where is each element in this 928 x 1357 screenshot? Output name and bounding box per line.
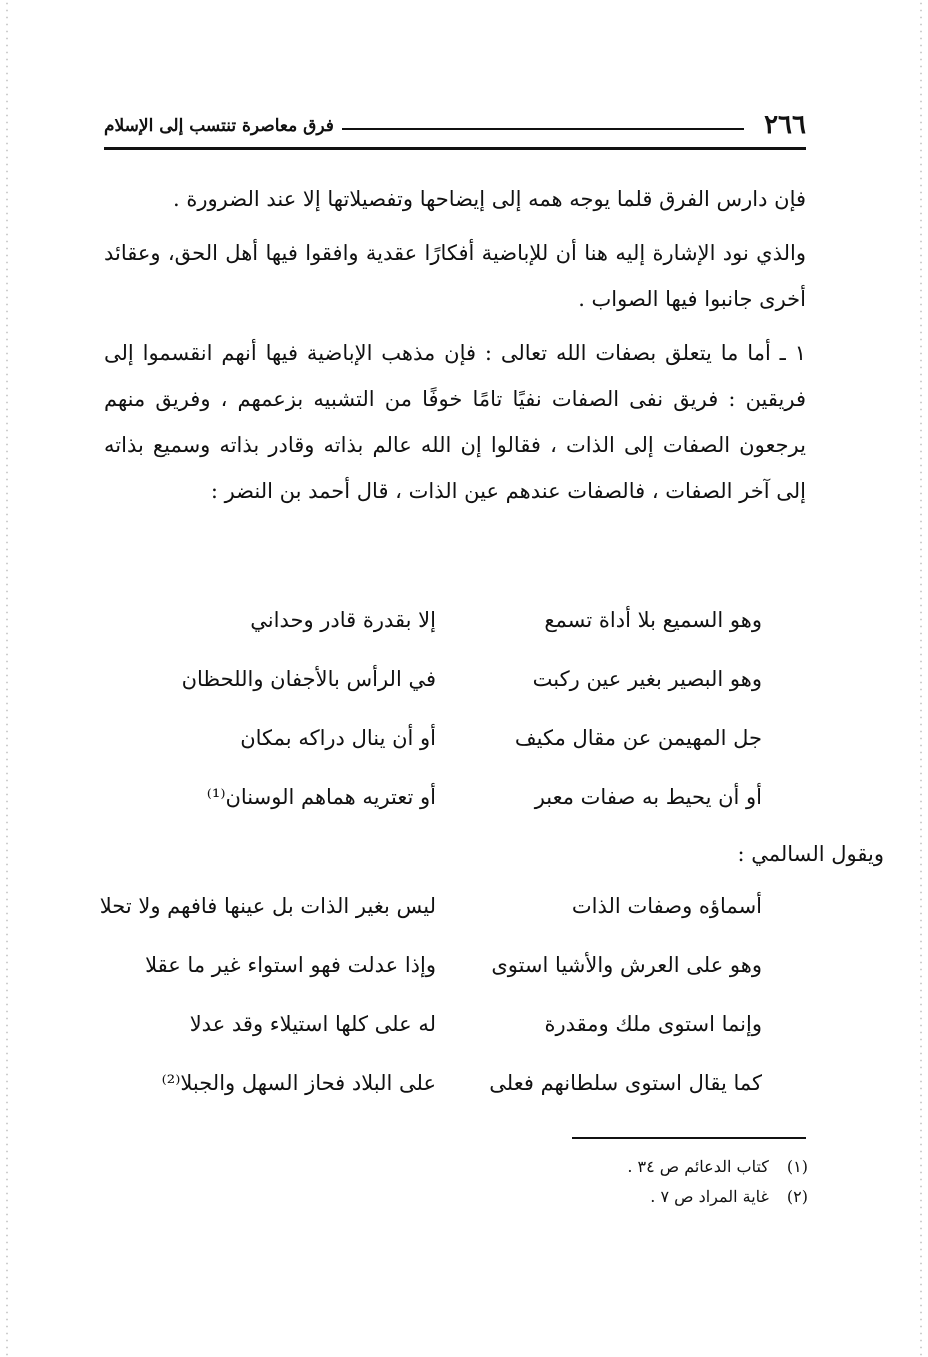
page-number: ٢٦٦ bbox=[764, 110, 806, 140]
footnote-text: كتاب الدعائم ص ٣٤ . bbox=[627, 1157, 769, 1176]
page-header bbox=[104, 104, 806, 144]
hemistich-first: أو أن يحيط به صفات معبر bbox=[534, 785, 762, 809]
poem-verse bbox=[104, 718, 806, 777]
paragraph: ١ ـ أما ما يتعلق بصفات الله تعالى : فإن مذهب الإباضية فيها أنهم انقسموا إلى فريقين : فريق نفى الصفات نفيًا تامًا خوفًا من التشبيه بزعمهم ، وفريق منهم يرجعون الصفات إلى الذات ، فقالوا إن الله عالم بذاته وقادر بذاته وسميع بذاته إلى آخر الصفات ، فالصفات عندهم عين الذات ، قال أحمد بن النضر : bbox=[104, 341, 806, 503]
hemistich-first: أسماؤه وصفات الذات bbox=[571, 894, 762, 918]
poem-verse bbox=[99, 886, 806, 945]
poem-verse bbox=[104, 1004, 806, 1063]
hemistich-second: في الرأس بالأجفان واللحظان bbox=[181, 667, 436, 691]
poem-verse bbox=[104, 777, 806, 836]
scan-artifact-left bbox=[6, 0, 8, 1357]
hemistich-second: إلا بقدرة قادر وحداني bbox=[250, 608, 436, 632]
hemistich-first: وهو على العرش والأشيا استوى bbox=[491, 953, 762, 977]
running-title: فرق معاصرة تنتسب إلى الإسلام bbox=[104, 116, 334, 136]
hemistich-first: وهو السميع بلا أداة تسمع bbox=[544, 608, 762, 632]
hemistich-second: ليس بغير الذات بل عينها فافهم ولا تحلا bbox=[99, 894, 436, 918]
scan-artifact-right bbox=[920, 0, 922, 1357]
footnote bbox=[627, 1182, 808, 1212]
footnote-number: (١) bbox=[786, 1157, 808, 1176]
hemistich-second: على البلاد فحاز السهل والجبلا⁽²⁾ bbox=[161, 1071, 436, 1095]
hemistich-first: كما يقال استوى سلطانهم فعلى bbox=[489, 1071, 762, 1095]
poem-verse bbox=[104, 945, 806, 1004]
hemistich-first: وإنما استوى ملك ومقدرة bbox=[544, 1012, 762, 1036]
hemistich-second: له على كلها استيلاء وقد عدلا bbox=[189, 1012, 436, 1036]
poem-intro: ويقول السالمي : bbox=[737, 842, 884, 866]
footnote-text: غاية المراد ص ٧ . bbox=[650, 1187, 769, 1206]
poem-verse bbox=[104, 600, 806, 659]
header-dash bbox=[342, 128, 744, 130]
footnotes bbox=[627, 1152, 808, 1212]
footnote bbox=[627, 1152, 808, 1182]
paragraph: فإن دارس الفرق قلما يوجه همه إلى إيضاحها وتفصيلاتها إلا عند الضرورة . bbox=[173, 187, 806, 211]
header-rule bbox=[104, 147, 806, 150]
hemistich-second: أو أن ينال دراكه بمكان bbox=[240, 726, 436, 750]
paragraph: والذي نود الإشارة إليه هنا أن للإباضية أفكارًا عقدية وافقوا فيها أهل الحق، وعقائد أخرى جانبوا فيها الصواب . bbox=[104, 241, 806, 311]
footnote-number: (٢) bbox=[786, 1187, 808, 1206]
poem-al-salimi bbox=[99, 886, 806, 1122]
hemistich-second: وإذا عدلت فهو استواء غير ما عقلا bbox=[145, 953, 436, 977]
hemistich-second: أو تعتريه هماهم الوسنان⁽¹⁾ bbox=[206, 785, 436, 809]
poem-verse bbox=[104, 1063, 806, 1122]
poem-verse bbox=[104, 659, 806, 718]
poem-ahmad-ibn-al-nadr bbox=[104, 600, 806, 836]
body-text bbox=[104, 176, 806, 522]
footnote-rule bbox=[572, 1137, 806, 1139]
hemistich-first: وهو البصير بغير عين ركبت bbox=[532, 667, 762, 691]
hemistich-first: جل المهيمن عن مقال مكيف bbox=[514, 726, 762, 750]
